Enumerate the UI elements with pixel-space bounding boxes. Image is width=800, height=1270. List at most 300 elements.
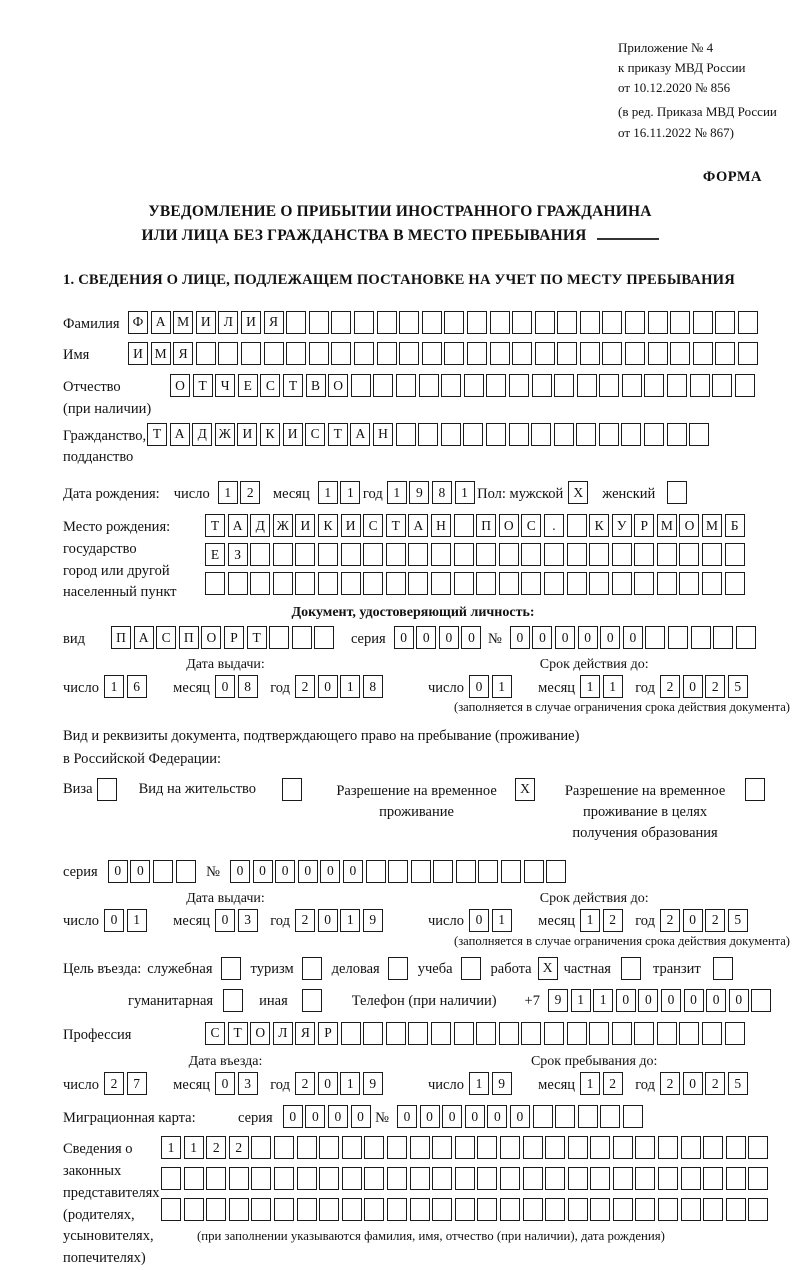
char-cell[interactable]: 0 [343,860,363,883]
char-cell[interactable] [702,572,722,595]
char-cell[interactable] [499,1022,519,1045]
char-cell[interactable]: И [241,311,261,334]
char-cell[interactable] [712,374,732,397]
char-cell[interactable]: 0 [469,909,489,932]
char-cell[interactable]: 2 [603,1072,623,1095]
char-cell[interactable] [521,572,541,595]
char-cell[interactable] [251,1198,271,1221]
char-cell[interactable] [319,1167,339,1190]
char-cell[interactable] [715,342,735,365]
char-cell[interactable]: 1 [387,481,407,504]
char-cell[interactable]: И [196,311,216,334]
char-cell[interactable] [602,342,622,365]
char-cell[interactable] [341,543,361,566]
char-cell[interactable] [523,1136,543,1159]
purpose-other-checkbox[interactable] [302,989,322,1012]
char-cell[interactable] [521,1022,541,1045]
char-cell[interactable]: 0 [318,1072,338,1095]
char-cell[interactable] [408,572,428,595]
char-cell[interactable] [589,1022,609,1045]
char-cell[interactable]: З [228,543,248,566]
char-cell[interactable] [613,1136,633,1159]
char-cell[interactable]: 1 [127,909,147,932]
char-cell[interactable] [625,311,645,334]
char-cell[interactable]: Л [218,311,238,334]
char-cell[interactable] [486,374,506,397]
char-cell[interactable]: 0 [108,860,128,883]
char-cell[interactable] [523,1167,543,1190]
char-cell[interactable] [363,1022,383,1045]
char-cell[interactable] [499,543,519,566]
char-cell[interactable] [554,374,574,397]
char-cell[interactable] [309,342,329,365]
char-cell[interactable] [725,1022,745,1045]
char-cell[interactable]: 0 [638,989,658,1012]
char-cell[interactable]: 8 [363,675,383,698]
char-cell[interactable]: 0 [616,989,636,1012]
char-cell[interactable] [612,543,632,566]
char-cell[interactable] [590,1167,610,1190]
char-cell[interactable] [736,626,756,649]
char-cell[interactable] [748,1136,768,1159]
char-cell[interactable] [532,374,552,397]
char-cell[interactable] [535,311,555,334]
char-cell[interactable] [363,572,383,595]
char-cell[interactable]: 1 [492,675,512,698]
char-cell[interactable]: Л [273,1022,293,1045]
char-cell[interactable]: 3 [238,1072,258,1095]
char-cell[interactable] [635,1198,655,1221]
char-cell[interactable] [399,342,419,365]
char-cell[interactable]: 1 [593,989,613,1012]
char-cell[interactable]: О [170,374,190,397]
char-cell[interactable] [702,1022,722,1045]
char-cell[interactable] [432,1198,452,1221]
char-cell[interactable] [396,423,416,446]
char-cell[interactable]: 9 [548,989,568,1012]
char-cell[interactable] [702,543,722,566]
char-cell[interactable] [410,1167,430,1190]
char-cell[interactable]: 5 [728,909,748,932]
char-cell[interactable] [657,572,677,595]
char-cell[interactable] [478,860,498,883]
char-cell[interactable]: 2 [705,909,725,932]
char-cell[interactable]: Ф [128,311,148,334]
char-cell[interactable] [623,1105,643,1128]
char-cell[interactable]: 1 [104,675,124,698]
residence-permit-checkbox[interactable] [282,778,302,801]
char-cell[interactable] [432,1167,452,1190]
char-cell[interactable]: Р [634,514,654,537]
char-cell[interactable]: 2 [240,481,260,504]
char-cell[interactable] [500,1136,520,1159]
char-cell[interactable] [693,311,713,334]
char-cell[interactable]: Т [193,374,213,397]
char-cell[interactable]: Т [228,1022,248,1045]
purpose-transit-checkbox[interactable] [713,957,733,980]
char-cell[interactable]: 9 [363,1072,383,1095]
char-cell[interactable] [568,1167,588,1190]
char-cell[interactable] [613,1167,633,1190]
char-cell[interactable]: 1 [580,1072,600,1095]
char-cell[interactable]: 0 [683,1072,703,1095]
char-cell[interactable] [229,1198,249,1221]
char-cell[interactable] [523,1198,543,1221]
char-cell[interactable] [738,311,758,334]
char-cell[interactable] [250,543,270,566]
char-cell[interactable]: А [408,514,428,537]
char-cell[interactable] [454,572,474,595]
char-cell[interactable] [331,311,351,334]
char-cell[interactable] [545,1198,565,1221]
char-cell[interactable]: 0 [351,1105,371,1128]
char-cell[interactable] [476,1022,496,1045]
char-cell[interactable] [351,374,371,397]
char-cell[interactable] [455,1136,475,1159]
char-cell[interactable] [386,1022,406,1045]
char-cell[interactable]: 8 [238,675,258,698]
char-cell[interactable]: 0 [487,1105,507,1128]
char-cell[interactable] [500,1198,520,1221]
char-cell[interactable] [477,1167,497,1190]
char-cell[interactable] [693,342,713,365]
char-cell[interactable] [568,1198,588,1221]
char-cell[interactable]: А [350,423,370,446]
char-cell[interactable]: 0 [305,1105,325,1128]
char-cell[interactable]: 2 [295,675,315,698]
char-cell[interactable]: М [151,342,171,365]
char-cell[interactable] [454,1022,474,1045]
char-cell[interactable] [679,543,699,566]
purpose-business-checkbox[interactable] [388,957,408,980]
char-cell[interactable]: С [305,423,325,446]
char-cell[interactable] [153,860,173,883]
char-cell[interactable]: 5 [728,1072,748,1095]
char-cell[interactable]: 1 [492,909,512,932]
char-cell[interactable] [354,342,374,365]
char-cell[interactable]: М [657,514,677,537]
char-cell[interactable] [544,1022,564,1045]
char-cell[interactable]: Н [373,423,393,446]
char-cell[interactable] [600,1105,620,1128]
char-cell[interactable]: 1 [184,1136,204,1159]
char-cell[interactable] [535,342,555,365]
char-cell[interactable]: 1 [455,481,475,504]
char-cell[interactable] [621,423,641,446]
char-cell[interactable]: 9 [492,1072,512,1095]
char-cell[interactable]: 0 [397,1105,417,1128]
char-cell[interactable]: 2 [705,1072,725,1095]
char-cell[interactable]: 0 [318,675,338,698]
char-cell[interactable] [456,860,476,883]
sex-female-checkbox[interactable] [667,481,687,504]
char-cell[interactable] [668,626,688,649]
char-cell[interactable] [726,1167,746,1190]
char-cell[interactable] [269,626,289,649]
char-cell[interactable] [229,1167,249,1190]
char-cell[interactable] [184,1198,204,1221]
purpose-humanitarian-checkbox[interactable] [223,989,243,1012]
char-cell[interactable] [679,1022,699,1045]
char-cell[interactable] [433,860,453,883]
char-cell[interactable]: 2 [603,909,623,932]
char-cell[interactable] [444,342,464,365]
char-cell[interactable] [309,311,329,334]
char-cell[interactable]: Ж [215,423,235,446]
char-cell[interactable]: С [156,626,176,649]
char-cell[interactable]: Д [250,514,270,537]
char-cell[interactable]: 0 [215,675,235,698]
char-cell[interactable]: 5 [728,675,748,698]
char-cell[interactable] [377,342,397,365]
char-cell[interactable] [295,572,315,595]
char-cell[interactable]: 0 [215,1072,235,1095]
char-cell[interactable] [184,1167,204,1190]
char-cell[interactable] [681,1167,701,1190]
char-cell[interactable] [557,342,577,365]
char-cell[interactable]: 2 [705,675,725,698]
char-cell[interactable]: 1 [161,1136,181,1159]
char-cell[interactable] [670,311,690,334]
char-cell[interactable] [751,989,771,1012]
char-cell[interactable] [735,374,755,397]
char-cell[interactable] [364,1136,384,1159]
char-cell[interactable] [386,572,406,595]
char-cell[interactable]: 1 [469,1072,489,1095]
purpose-study-checkbox[interactable] [461,957,481,980]
char-cell[interactable] [657,1022,677,1045]
char-cell[interactable] [455,1167,475,1190]
char-cell[interactable] [205,572,225,595]
char-cell[interactable] [251,1167,271,1190]
char-cell[interactable] [463,423,483,446]
char-cell[interactable]: Н [431,514,451,537]
char-cell[interactable] [477,1198,497,1221]
char-cell[interactable]: 1 [340,909,360,932]
char-cell[interactable] [176,860,196,883]
char-cell[interactable]: П [179,626,199,649]
char-cell[interactable]: И [295,514,315,537]
char-cell[interactable] [557,311,577,334]
char-cell[interactable] [648,311,668,334]
char-cell[interactable] [386,543,406,566]
char-cell[interactable] [476,572,496,595]
char-cell[interactable] [363,543,383,566]
char-cell[interactable] [703,1167,723,1190]
char-cell[interactable] [748,1198,768,1221]
char-cell[interactable] [589,543,609,566]
temp-residence-education-checkbox[interactable] [745,778,765,801]
char-cell[interactable] [274,1136,294,1159]
char-cell[interactable] [725,543,745,566]
char-cell[interactable] [602,311,622,334]
char-cell[interactable] [422,342,442,365]
char-cell[interactable] [292,626,312,649]
char-cell[interactable] [387,1167,407,1190]
char-cell[interactable] [622,374,642,397]
char-cell[interactable]: Ч [215,374,235,397]
char-cell[interactable] [410,1198,430,1221]
char-cell[interactable] [341,572,361,595]
char-cell[interactable] [206,1198,226,1221]
char-cell[interactable] [411,860,431,883]
char-cell[interactable]: Р [224,626,244,649]
char-cell[interactable]: А [151,311,171,334]
char-cell[interactable] [373,374,393,397]
char-cell[interactable] [512,311,532,334]
char-cell[interactable] [545,1167,565,1190]
char-cell[interactable]: 0 [253,860,273,883]
char-cell[interactable]: И [237,423,257,446]
char-cell[interactable] [490,342,510,365]
char-cell[interactable] [297,1167,317,1190]
char-cell[interactable] [567,1022,587,1045]
char-cell[interactable] [454,514,474,537]
char-cell[interactable]: Т [328,423,348,446]
char-cell[interactable]: У [612,514,632,537]
char-cell[interactable]: К [318,514,338,537]
char-cell[interactable]: Т [386,514,406,537]
char-cell[interactable]: 7 [127,1072,147,1095]
char-cell[interactable]: О [679,514,699,537]
char-cell[interactable] [464,374,484,397]
char-cell[interactable]: 0 [510,626,530,649]
char-cell[interactable]: 0 [532,626,552,649]
char-cell[interactable]: 0 [298,860,318,883]
char-cell[interactable] [703,1198,723,1221]
char-cell[interactable] [364,1198,384,1221]
char-cell[interactable] [297,1136,317,1159]
char-cell[interactable] [431,572,451,595]
char-cell[interactable] [667,423,687,446]
char-cell[interactable] [467,342,487,365]
char-cell[interactable] [161,1167,181,1190]
char-cell[interactable] [486,423,506,446]
char-cell[interactable]: 0 [394,626,414,649]
char-cell[interactable] [657,543,677,566]
char-cell[interactable] [286,342,306,365]
char-cell[interactable] [567,543,587,566]
char-cell[interactable]: 0 [104,909,124,932]
char-cell[interactable] [612,572,632,595]
char-cell[interactable]: 2 [295,909,315,932]
char-cell[interactable] [408,543,428,566]
char-cell[interactable] [388,860,408,883]
char-cell[interactable] [658,1136,678,1159]
char-cell[interactable]: . [544,514,564,537]
char-cell[interactable]: Я [295,1022,315,1045]
char-cell[interactable] [580,342,600,365]
char-cell[interactable] [218,342,238,365]
char-cell[interactable] [599,423,619,446]
char-cell[interactable]: П [476,514,496,537]
char-cell[interactable] [295,543,315,566]
char-cell[interactable]: 2 [229,1136,249,1159]
char-cell[interactable] [490,311,510,334]
char-cell[interactable]: Я [173,342,193,365]
char-cell[interactable] [387,1136,407,1159]
char-cell[interactable]: 0 [275,860,295,883]
char-cell[interactable]: О [201,626,221,649]
char-cell[interactable] [422,311,442,334]
char-cell[interactable]: О [328,374,348,397]
char-cell[interactable] [599,374,619,397]
char-cell[interactable] [228,572,248,595]
char-cell[interactable] [297,1198,317,1221]
char-cell[interactable]: 0 [420,1105,440,1128]
char-cell[interactable] [319,1136,339,1159]
purpose-private-checkbox[interactable] [621,957,641,980]
char-cell[interactable]: Е [205,543,225,566]
char-cell[interactable] [418,423,438,446]
char-cell[interactable] [377,311,397,334]
char-cell[interactable] [318,543,338,566]
char-cell[interactable]: 0 [215,909,235,932]
char-cell[interactable]: 1 [318,481,338,504]
char-cell[interactable] [590,1136,610,1159]
char-cell[interactable]: В [306,374,326,397]
char-cell[interactable]: 0 [442,1105,462,1128]
char-cell[interactable]: 1 [340,675,360,698]
char-cell[interactable] [567,572,587,595]
char-cell[interactable] [314,626,334,649]
char-cell[interactable] [454,543,474,566]
char-cell[interactable] [251,1136,271,1159]
char-cell[interactable]: 0 [555,626,575,649]
char-cell[interactable] [364,1167,384,1190]
char-cell[interactable] [342,1136,362,1159]
char-cell[interactable]: 0 [683,909,703,932]
char-cell[interactable] [580,311,600,334]
char-cell[interactable]: 9 [363,909,383,932]
char-cell[interactable]: 1 [603,675,623,698]
char-cell[interactable]: 0 [684,989,704,1012]
char-cell[interactable]: Т [247,626,267,649]
char-cell[interactable] [658,1167,678,1190]
char-cell[interactable]: Т [147,423,167,446]
char-cell[interactable] [161,1198,181,1221]
char-cell[interactable]: Р [318,1022,338,1045]
char-cell[interactable] [387,1198,407,1221]
char-cell[interactable] [524,860,544,883]
char-cell[interactable]: 2 [104,1072,124,1095]
char-cell[interactable]: 1 [580,675,600,698]
char-cell[interactable] [241,342,261,365]
char-cell[interactable] [342,1167,362,1190]
char-cell[interactable] [444,311,464,334]
char-cell[interactable]: К [589,514,609,537]
char-cell[interactable]: К [260,423,280,446]
char-cell[interactable] [196,342,216,365]
char-cell[interactable]: 0 [578,626,598,649]
sex-male-checkbox[interactable]: X [568,481,588,504]
char-cell[interactable] [545,1136,565,1159]
char-cell[interactable] [274,1198,294,1221]
char-cell[interactable] [544,543,564,566]
char-cell[interactable] [713,626,733,649]
char-cell[interactable]: Ж [273,514,293,537]
char-cell[interactable] [509,374,529,397]
char-cell[interactable] [431,543,451,566]
char-cell[interactable]: 0 [318,909,338,932]
char-cell[interactable]: 0 [469,675,489,698]
char-cell[interactable]: 9 [409,481,429,504]
char-cell[interactable]: 2 [660,1072,680,1095]
char-cell[interactable] [578,1105,598,1128]
char-cell[interactable] [410,1136,430,1159]
char-cell[interactable]: 0 [320,860,340,883]
char-cell[interactable] [399,311,419,334]
